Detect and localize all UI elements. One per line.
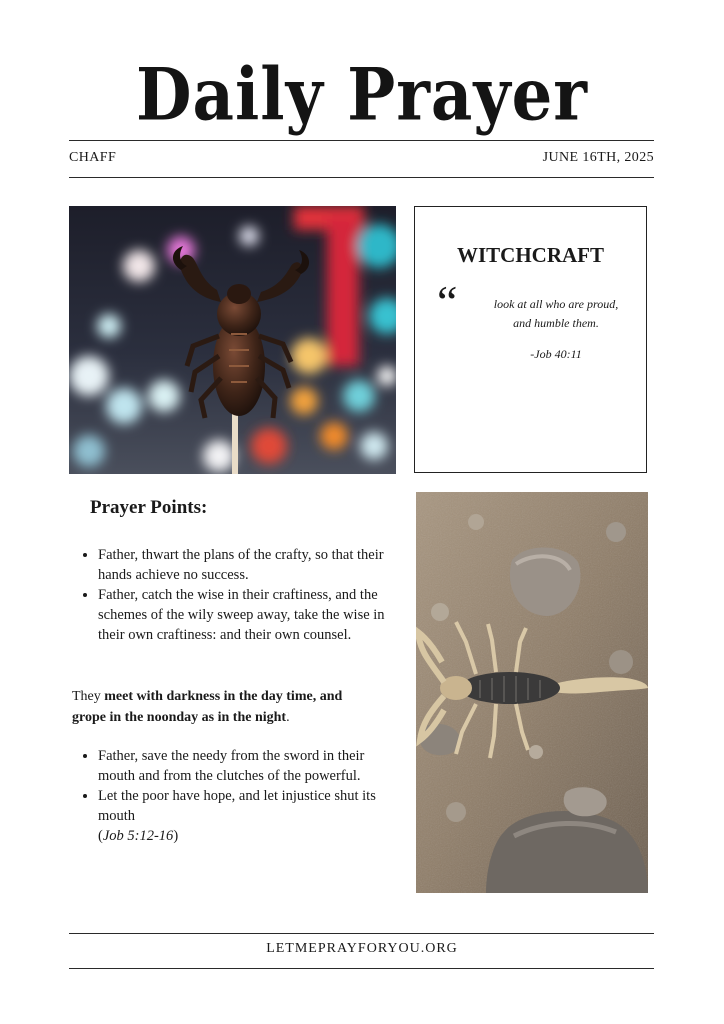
quote-line-1: look at all who are proud, xyxy=(493,297,619,311)
footer-top-rule xyxy=(69,933,654,934)
darkness-suffix: . xyxy=(286,710,290,725)
citation-ref: Job 5:12-16 xyxy=(102,828,174,844)
scorpion-rocks-photo xyxy=(416,492,648,893)
masthead-title: Daily Prayer xyxy=(136,53,588,138)
quote-mark-icon: “ xyxy=(437,276,458,327)
prayer-point: • Father, thwart the plans of the crafty, so that their hands achieve no success. xyxy=(98,545,388,585)
quote-box-title: WITCHCRAFT xyxy=(456,243,604,267)
darkness-prefix: They xyxy=(72,689,105,704)
prayer-points-list-a xyxy=(82,545,388,645)
quote-line-2: and humble them. xyxy=(513,316,599,330)
quote-text xyxy=(481,295,631,333)
prayer-point: • Father, catch the wise in their craftiness, and the schemes of the wily sweep away, take the wise in their own craftiness: and their own counsel. xyxy=(98,585,388,645)
prayer-point: • Father, save the needy from the sword in their mouth and from the clutches of the powerful. xyxy=(98,746,388,786)
scripture-citation xyxy=(98,826,388,846)
quote-reference: -Job 40:11 xyxy=(530,347,582,361)
darkness-bold-text: meet with darkness in the day time, and grope in the noonday as in the night xyxy=(72,689,343,725)
citation-open: ( xyxy=(98,828,103,844)
footer-bottom-rule xyxy=(69,968,654,969)
citation-close: ) xyxy=(173,828,179,844)
header-bottom-rule xyxy=(69,177,654,178)
scripture-quote-box xyxy=(414,206,647,473)
section-label: CHAFF xyxy=(69,150,117,165)
prayer-point xyxy=(98,786,388,846)
header-top-rule xyxy=(69,140,654,141)
scorpion-skewer-photo xyxy=(69,206,396,474)
footer-site-link[interactable]: LETMEPRAYFORYOU.ORG xyxy=(266,941,458,956)
prayer-points-heading: Prayer Points: xyxy=(90,497,208,518)
darkness-verse xyxy=(72,686,372,728)
prayer-points-list-b xyxy=(82,746,388,846)
issue-date: JUNE 16TH, 2025 xyxy=(542,150,654,165)
prayer-point-text: Let the poor have hope, and let injustice shut its mouth xyxy=(98,788,376,824)
